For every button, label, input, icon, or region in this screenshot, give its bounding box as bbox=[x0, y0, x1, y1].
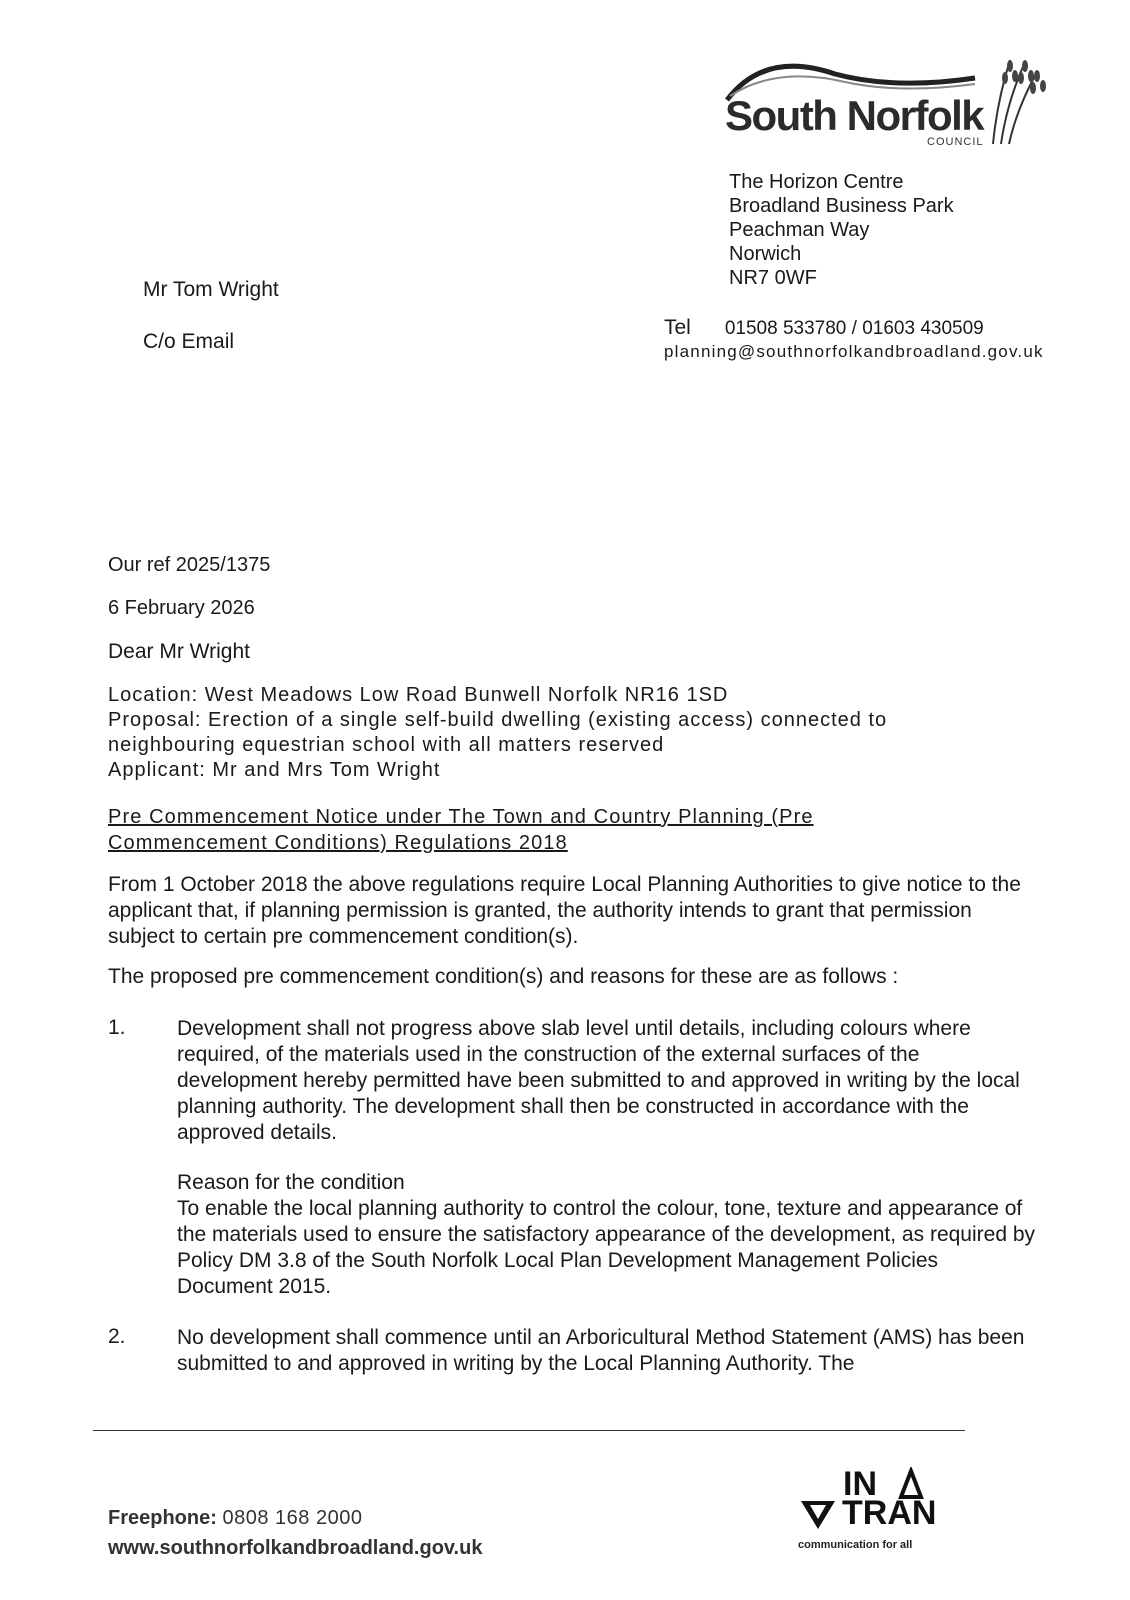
applicant-line: Applicant: Mr and Mrs Tom Wright bbox=[108, 759, 441, 781]
address-line: Broadland Business Park bbox=[729, 195, 954, 217]
contact-email[interactable]: planning@southnorfolkandbroadland.gov.uk bbox=[664, 342, 1044, 361]
address-line: The Horizon Centre bbox=[729, 171, 904, 193]
intro-paragraph: From 1 October 2018 the above regulations require Local Planning Authorities to give notice to the applicant that, if planning permission is granted, the authority intends to grant that permission subject to certain pre commencement condition(s). bbox=[108, 873, 1021, 948]
tel-number: 01508 533780 / 01603 430509 bbox=[724, 318, 984, 339]
logo-text: South Norfolk bbox=[725, 92, 984, 139]
freephone-number: 0808 168 2000 bbox=[222, 1507, 363, 1529]
tel-label: Tel bbox=[664, 316, 691, 339]
proposal-line: neighbouring equestrian school with all matters reserved bbox=[108, 734, 665, 756]
intran-logo bbox=[797, 1467, 947, 1557]
footer-divider bbox=[93, 1430, 965, 1431]
freephone-label: Freephone: bbox=[108, 1507, 217, 1529]
letter-date: 6 February 2026 bbox=[108, 597, 255, 619]
condition-text: No development shall commence until an Arboricultural Method Statement (AMS) has been submitted to and approved in writing by the Local Planning Authority. The bbox=[177, 1326, 1025, 1375]
condition-number: 1. bbox=[108, 1016, 126, 1039]
recipient-name: Mr Tom Wright bbox=[143, 278, 279, 301]
notice-heading bbox=[108, 804, 814, 856]
council-address bbox=[729, 170, 954, 290]
logo-subtext: COUNCIL bbox=[927, 136, 984, 148]
intran-tagline: communication for all bbox=[798, 1539, 913, 1551]
footer-contact bbox=[108, 1503, 482, 1563]
heading-line: Commencement Conditions) Regulations 2018 bbox=[108, 832, 568, 854]
reason-title: Reason for the condition bbox=[177, 1171, 405, 1194]
condition-text: Development shall not progress above slab level until details, including colours where required, of the materials used in the construction of the external surfaces of the development hereby permitted have been submitted to and approved in writing by the local planning authority. The development shall then be constructed in accordance with the approved details. bbox=[177, 1017, 1020, 1144]
reason-text: To enable the local planning authority to control the colour, tone, texture and appearance of the materials used to ensure the satisfactory appearance of the development, as required by Policy DM 3.8 of the South Norfolk Local Plan Development Management Policies Document 2015. bbox=[177, 1197, 1036, 1298]
location-line: Location: West Meadows Low Road Bunwell Norfolk NR16 1SD bbox=[108, 684, 729, 706]
proposal-line: Proposal: Erection of a single self-build dwelling (existing access) connected to bbox=[108, 709, 888, 731]
intran-text: IN bbox=[843, 1465, 877, 1503]
address-line: NR7 0WF bbox=[729, 267, 817, 289]
our-ref: Our ref 2025/1375 bbox=[108, 554, 271, 576]
address-line: Norwich bbox=[729, 243, 802, 265]
intran-text: TRAN bbox=[842, 1494, 937, 1532]
website-link[interactable]: www.southnorfolkandbroadland.gov.uk bbox=[108, 1537, 483, 1559]
lead-paragraph: The proposed pre commencement condition(s) and reasons for these are as follows : bbox=[108, 965, 899, 988]
address-line: Peachman Way bbox=[729, 219, 870, 241]
heading-line: Pre Commencement Notice under The Town and Country Planning (Pre bbox=[108, 806, 814, 828]
salutation: Dear Mr Wright bbox=[108, 640, 250, 663]
application-details bbox=[108, 683, 887, 783]
condition-number: 2. bbox=[108, 1325, 126, 1348]
council-logo bbox=[725, 52, 1055, 152]
telephone bbox=[664, 316, 984, 340]
recipient-via: C/o Email bbox=[143, 330, 235, 353]
